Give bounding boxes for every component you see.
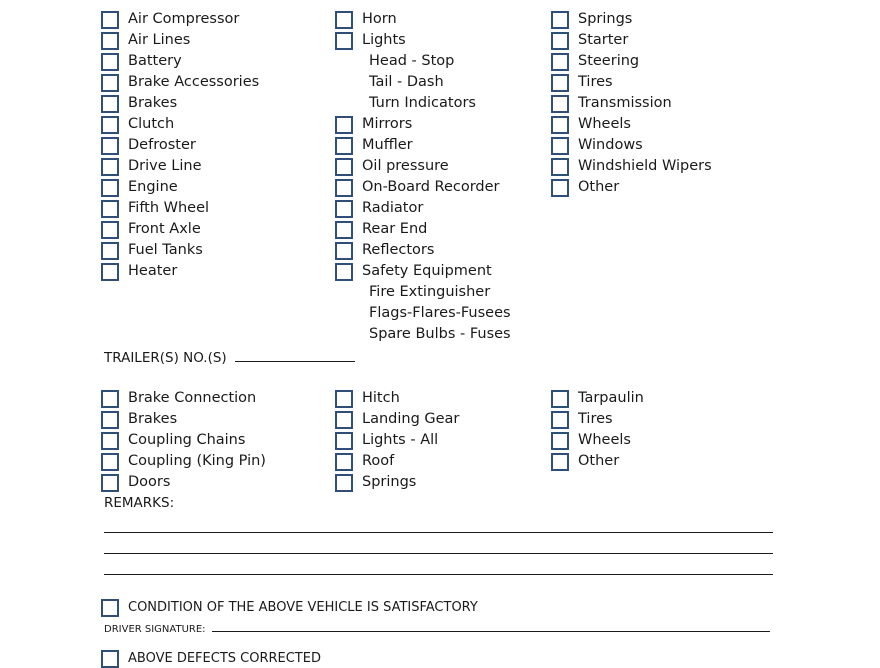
checklist-label: Reflectors <box>362 242 435 258</box>
remarks-line-2[interactable] <box>104 553 773 554</box>
checkbox-mirrors[interactable] <box>335 116 353 134</box>
checkbox-drive-line[interactable] <box>101 158 119 176</box>
checkbox-windshield-wipers[interactable] <box>551 158 569 176</box>
checkbox-wheels[interactable] <box>551 116 569 134</box>
checklist-label: Other <box>578 179 620 195</box>
checklist-label: Tires <box>578 74 613 90</box>
checklist-label: Flags-Flares-Fusees <box>369 305 511 321</box>
driver-signature-label: DRIVER SIGNATURE: <box>104 624 206 635</box>
checkbox-battery[interactable] <box>101 53 119 71</box>
checklist-label: Tail - Dash <box>369 74 444 90</box>
checkbox-tires[interactable] <box>551 411 569 429</box>
checklist-label: Landing Gear <box>362 411 460 427</box>
checkbox-coupling-king-pin[interactable] <box>101 453 119 471</box>
condition-satisfactory-label: CONDITION OF THE ABOVE VEHICLE IS SATISFACTORY <box>128 600 478 615</box>
checkbox-tires[interactable] <box>551 74 569 92</box>
checkbox-landing-gear[interactable] <box>335 411 353 429</box>
checklist-label: Coupling (King Pin) <box>128 453 266 469</box>
checklist-label: Brake Accessories <box>128 74 260 90</box>
driver-signature-field[interactable] <box>212 620 770 632</box>
checklist-label: Starter <box>578 32 629 48</box>
checkbox-radiator[interactable] <box>335 200 353 218</box>
defects-corrected-label: ABOVE DEFECTS CORRECTED <box>128 651 321 666</box>
checkbox-transmission[interactable] <box>551 95 569 113</box>
checklist-label: Head - Stop <box>369 53 455 69</box>
checklist-label: Windows <box>578 137 643 153</box>
trailer-number-field[interactable] <box>235 347 355 362</box>
checklist-label: Turn Indicators <box>369 95 476 111</box>
checklist-label: Brakes <box>128 411 178 427</box>
checklist-label: Rear End <box>362 221 428 237</box>
checklist-label: Hitch <box>362 390 400 406</box>
checklist-label: Tarpaulin <box>578 390 644 406</box>
checkbox-reflectors[interactable] <box>335 242 353 260</box>
checklist-label: Horn <box>362 11 397 27</box>
checklist-label: Drive Line <box>128 158 202 174</box>
checkbox-steering[interactable] <box>551 53 569 71</box>
checkbox-other[interactable] <box>551 179 569 197</box>
checklist-label: Wheels <box>578 432 631 448</box>
checkbox-air-lines[interactable] <box>101 32 119 50</box>
checklist-label: Brakes <box>128 95 178 111</box>
checklist-label: Fifth Wheel <box>128 200 210 216</box>
checklist-label: Other <box>578 453 620 469</box>
checkbox-on-board-recorder[interactable] <box>335 179 353 197</box>
checkbox-brakes[interactable] <box>101 95 119 113</box>
remarks-label: REMARKS: <box>104 495 175 511</box>
checklist-label: Engine <box>128 179 178 195</box>
checklist-label: Oil pressure <box>362 158 449 174</box>
checkbox-oil-pressure[interactable] <box>335 158 353 176</box>
checklist-label: Brake Connection <box>128 390 257 406</box>
checklist-label: Mirrors <box>362 116 413 132</box>
checkbox-coupling-chains[interactable] <box>101 432 119 450</box>
checkbox-brake-connection[interactable] <box>101 390 119 408</box>
checkbox-springs[interactable] <box>551 11 569 29</box>
checkbox-brakes[interactable] <box>101 411 119 429</box>
defects-corrected-checkbox[interactable] <box>101 650 119 668</box>
remarks-line-3[interactable] <box>104 574 773 575</box>
checklist-label: Wheels <box>578 116 631 132</box>
checkbox-roof[interactable] <box>335 453 353 471</box>
checkbox-lights-all[interactable] <box>335 432 353 450</box>
checkbox-safety-equipment[interactable] <box>335 263 353 281</box>
checklist-label: Fire Extinguisher <box>369 284 491 300</box>
checklist-label: Doors <box>128 474 171 490</box>
checkbox-fuel-tanks[interactable] <box>101 242 119 260</box>
checkbox-fifth-wheel[interactable] <box>101 200 119 218</box>
checkbox-wheels[interactable] <box>551 432 569 450</box>
checklist-label: Muffler <box>362 137 413 153</box>
checkbox-rear-end[interactable] <box>335 221 353 239</box>
checkbox-brake-accessories[interactable] <box>101 74 119 92</box>
driver-signature-row <box>104 620 770 635</box>
checklist-label: Air Compressor <box>128 11 240 27</box>
checklist-label: Springs <box>578 11 633 27</box>
checklist-label: Coupling Chains <box>128 432 246 448</box>
checkbox-clutch[interactable] <box>101 116 119 134</box>
checklist-label: Spare Bulbs - Fuses <box>369 326 511 342</box>
checkbox-air-compressor[interactable] <box>101 11 119 29</box>
checkbox-engine[interactable] <box>101 179 119 197</box>
checklist-label: Fuel Tanks <box>128 242 203 258</box>
checklist-label: Safety Equipment <box>362 263 492 279</box>
checkbox-horn[interactable] <box>335 11 353 29</box>
checklist-label: Springs <box>362 474 417 490</box>
trailer-number-label: TRAILER(S) NO.(S) <box>104 350 227 366</box>
checklist-label: Heater <box>128 263 178 279</box>
checklist-label: Windshield Wipers <box>578 158 712 174</box>
checkbox-front-axle[interactable] <box>101 221 119 239</box>
checkbox-windows[interactable] <box>551 137 569 155</box>
checkbox-other[interactable] <box>551 453 569 471</box>
checklist-label: Defroster <box>128 137 196 153</box>
checklist-label: Clutch <box>128 116 175 132</box>
checklist-label: Front Axle <box>128 221 201 237</box>
checklist-label: Roof <box>362 453 395 469</box>
checklist-label: Air Lines <box>128 32 191 48</box>
checkbox-doors[interactable] <box>101 474 119 492</box>
trailer-number-heading <box>104 347 355 366</box>
remarks-line-1[interactable] <box>104 532 773 533</box>
checkbox-lights[interactable] <box>335 32 353 50</box>
checkbox-muffler[interactable] <box>335 137 353 155</box>
checklist-label: On-Board Recorder <box>362 179 500 195</box>
checkbox-hitch[interactable] <box>335 390 353 408</box>
checkbox-tarpaulin[interactable] <box>551 390 569 408</box>
checklist-label: Transmission <box>578 95 672 111</box>
checklist-label: Steering <box>578 53 640 69</box>
checklist-label: Lights <box>362 32 406 48</box>
checkbox-springs[interactable] <box>335 474 353 492</box>
checklist-label: Battery <box>128 53 182 69</box>
checkbox-heater[interactable] <box>101 263 119 281</box>
condition-satisfactory-checkbox[interactable] <box>101 599 119 617</box>
checklist-label: Lights - All <box>362 432 439 448</box>
checklist-label: Tires <box>578 411 613 427</box>
checkbox-defroster[interactable] <box>101 137 119 155</box>
checklist-label: Radiator <box>362 200 424 216</box>
checkbox-starter[interactable] <box>551 32 569 50</box>
